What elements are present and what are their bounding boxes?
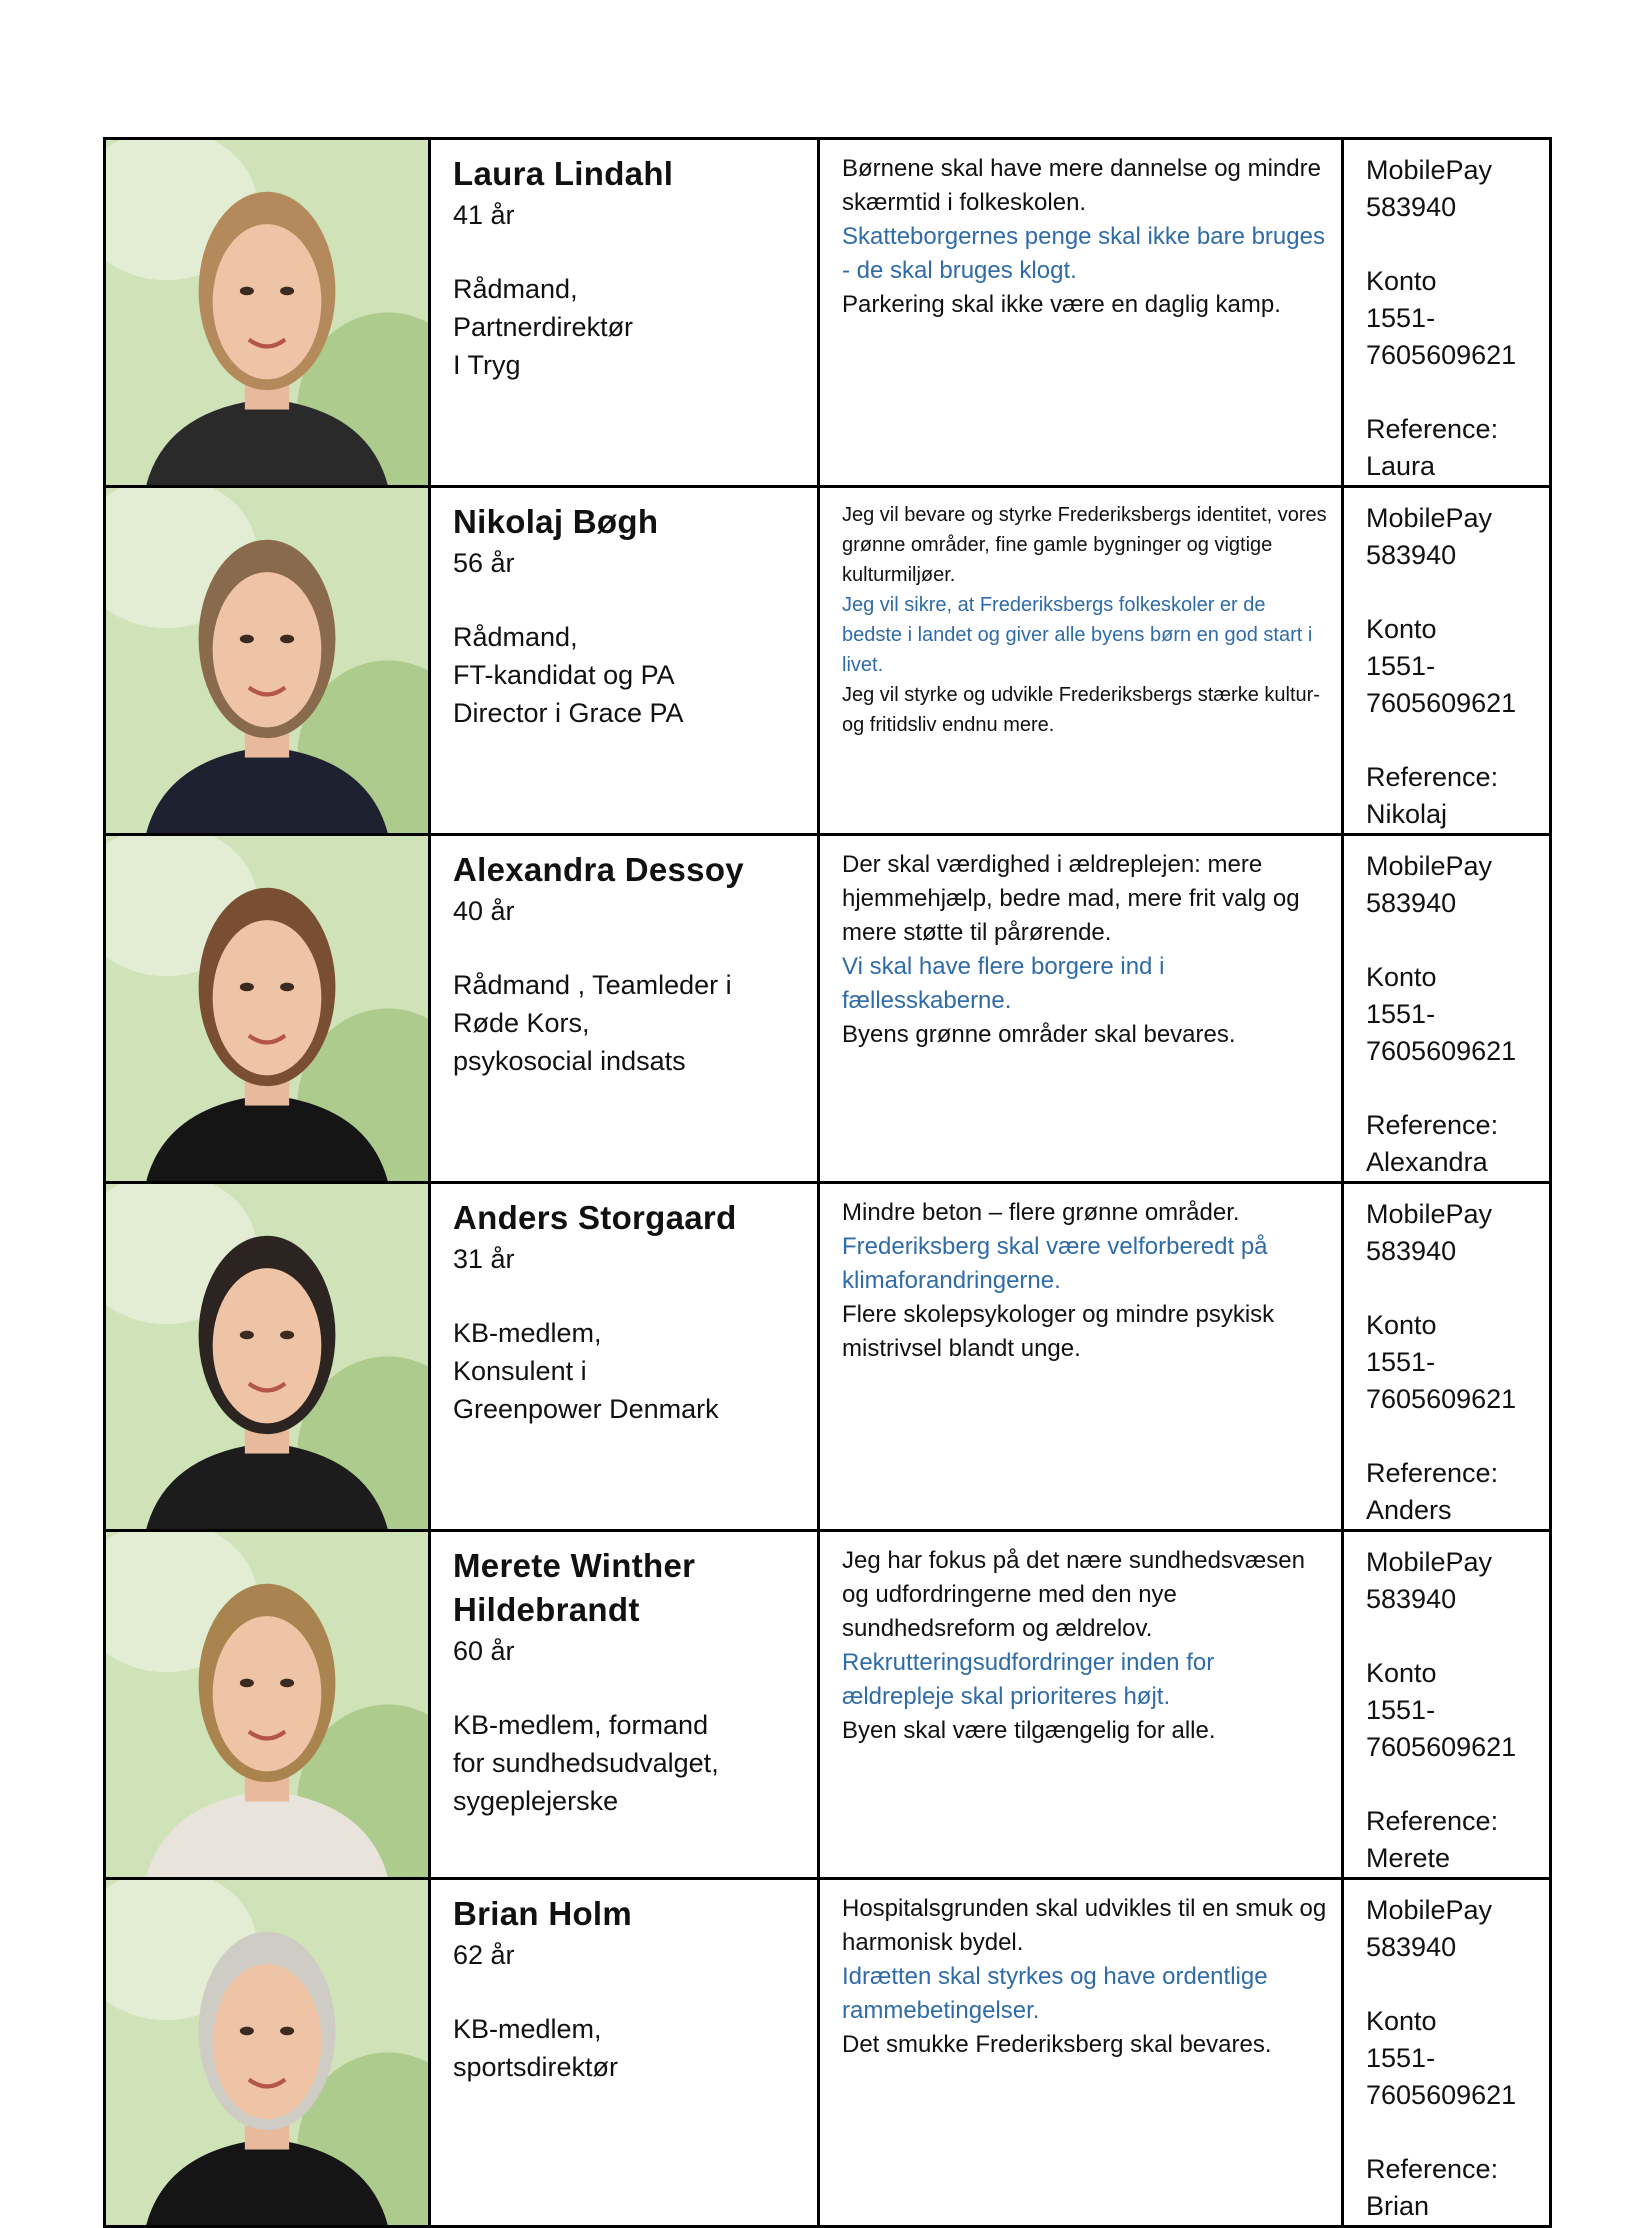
priority-text: Jeg har fokus på det nære sundhedsvæsen og udfordringerne med den nye sundhedsreform og ældrelov. [842, 1547, 1305, 1642]
priority-text: Jeg vil bevare og styrke Frederiksbergs identitet, vores grønne områder, fine gamle bygninger og vigtige kulturmiljøer. [842, 504, 1327, 586]
priority-text: Byen skal være tilgængelig for alle. [842, 1717, 1216, 1744]
candidate-role-line: Rådmand, [453, 622, 578, 652]
priority-text: Hospitalsgrunden skal udvikles til en smuk og harmonisk bydel. [842, 1895, 1327, 1956]
candidate-role-line: KB-medlem, [453, 2014, 602, 2044]
payment-info [1343, 1531, 1551, 1879]
candidate-role-line: for sundhedsudvalget, [453, 1748, 719, 1778]
reference-label: Reference: [1366, 762, 1499, 792]
mobilepay-label: MobilePay [1366, 155, 1493, 185]
priority-text: Børnene skal have mere dannelse og mindre skærmtid i folkeskolen. [842, 155, 1321, 216]
candidate-photo [105, 139, 430, 487]
reference-value: Merete [1366, 1843, 1451, 1873]
konto-label: Konto [1366, 2006, 1437, 2036]
candidate-role-line: Partnerdirektør [453, 312, 634, 342]
mobilepay-number: 583940 [1366, 1932, 1457, 1962]
konto-number: 1551-7605609621 [1366, 1347, 1517, 1414]
candidate-row [105, 1531, 1551, 1879]
candidate-role-line: I Tryg [453, 350, 521, 380]
candidate-info [430, 1879, 819, 2227]
reference-value: Alexandra [1366, 1147, 1488, 1177]
portrait-illustration [106, 1532, 428, 1877]
konto-label: Konto [1366, 266, 1437, 296]
candidate-role-line: Rådmand, [453, 274, 578, 304]
reference-value: Brian [1366, 2191, 1430, 2221]
candidate-name: Nikolaj Bøgh [453, 503, 659, 540]
candidate-role-line: KB-medlem, formand [453, 1710, 709, 1740]
priority-text: Vi skal have flere borgere ind i fællesskaberne. [842, 953, 1165, 1014]
reference-value: Nikolaj [1366, 799, 1448, 829]
candidate-photo [105, 835, 430, 1183]
reference-label: Reference: [1366, 2154, 1499, 2184]
candidate-row [105, 487, 1551, 835]
reference-label: Reference: [1366, 1458, 1499, 1488]
candidate-role-line: psykosocial indsats [453, 1046, 686, 1076]
candidate-role-line: KB-medlem, [453, 1318, 602, 1348]
priority-text: Frederiksberg skal være velforberedt på klimaforandringerne. [842, 1233, 1268, 1294]
mobilepay-label: MobilePay [1366, 1199, 1493, 1229]
payment-info [1343, 835, 1551, 1183]
candidate-role-line: Røde Kors, [453, 1008, 590, 1038]
candidate-info [430, 139, 819, 487]
reference-value: Laura [1366, 451, 1436, 481]
konto-number: 1551-7605609621 [1366, 1695, 1517, 1762]
priority-text: Jeg vil styrke og udvikle Frederiksbergs stærke kultur- og fritidsliv endnu mere. [842, 684, 1320, 736]
payment-info [1343, 1879, 1551, 2227]
payment-info [1343, 139, 1551, 487]
priority-text: Idrætten skal styrkes og have ordentlige rammebetingelser. [842, 1963, 1268, 2024]
mobilepay-number: 583940 [1366, 1236, 1457, 1266]
candidate-priorities [819, 139, 1343, 487]
candidate-role-line: Greenpower Denmark [453, 1394, 719, 1424]
candidate-priorities [819, 835, 1343, 1183]
reference-label: Reference: [1366, 1806, 1499, 1836]
konto-number: 1551-7605609621 [1366, 651, 1517, 718]
mobilepay-label: MobilePay [1366, 503, 1493, 533]
portrait-illustration [106, 488, 428, 833]
payment-info [1343, 1183, 1551, 1531]
priority-text: Parkering skal ikke være en daglig kamp. [842, 291, 1281, 318]
priority-text: Mindre beton – flere grønne områder. [842, 1199, 1240, 1226]
mobilepay-number: 583940 [1366, 192, 1457, 222]
candidate-priorities [819, 1531, 1343, 1879]
konto-label: Konto [1366, 614, 1437, 644]
reference-label: Reference: [1366, 1110, 1499, 1140]
candidate-priorities [819, 1183, 1343, 1531]
portrait-illustration [106, 1880, 428, 2225]
portrait-illustration [106, 1184, 428, 1529]
priority-text: Skatteborgernes penge skal ikke bare bruges - de skal bruges klogt. [842, 223, 1325, 284]
priority-text: Det smukke Frederiksberg skal bevares. [842, 2031, 1272, 2058]
candidate-age: 56 år [453, 548, 515, 578]
candidate-age: 60 år [453, 1636, 515, 1666]
priority-text: Der skal værdighed i ældreplejen: mere hjemmehjælp, bedre mad, mere frit valg og mere støtte til pårørende. [842, 851, 1300, 946]
candidate-table [103, 137, 1552, 2228]
candidate-name: Merete Winther Hildebrandt [453, 1547, 696, 1628]
candidate-info [430, 1183, 819, 1531]
konto-label: Konto [1366, 1310, 1437, 1340]
payment-info [1343, 487, 1551, 835]
candidate-age: 40 år [453, 896, 515, 926]
portrait-illustration [106, 140, 428, 485]
candidate-name: Anders Storgaard [453, 1199, 737, 1236]
candidate-info [430, 835, 819, 1183]
candidate-age: 62 år [453, 1940, 515, 1970]
candidate-role-line: Konsulent i [453, 1356, 587, 1386]
candidate-info [430, 487, 819, 835]
priority-text: Rekrutteringsudfordringer inden for ældrepleje skal prioriteres højt. [842, 1649, 1215, 1710]
candidate-role-line: Director i Grace PA [453, 698, 684, 728]
candidate-name: Brian Holm [453, 1895, 633, 1932]
priority-text: Flere skolepsykologer og mindre psykisk mistrivsel blandt unge. [842, 1301, 1275, 1362]
mobilepay-label: MobilePay [1366, 851, 1493, 881]
candidate-name: Laura Lindahl [453, 155, 674, 192]
mobilepay-number: 583940 [1366, 540, 1457, 570]
candidate-name: Alexandra Dessoy [453, 851, 744, 888]
mobilepay-label: MobilePay [1366, 1547, 1493, 1577]
konto-number: 1551-7605609621 [1366, 999, 1517, 1066]
konto-number: 1551-7605609621 [1366, 2043, 1517, 2110]
candidate-age: 31 år [453, 1244, 515, 1274]
priority-text: Byens grønne områder skal bevares. [842, 1021, 1236, 1048]
reference-label: Reference: [1366, 414, 1499, 444]
candidate-row [105, 1879, 1551, 2227]
reference-value: Anders [1366, 1495, 1452, 1525]
candidate-photo [105, 487, 430, 835]
candidate-row [105, 1183, 1551, 1531]
candidate-role-line: sportsdirektør [453, 2052, 619, 2082]
candidate-info [430, 1531, 819, 1879]
mobilepay-number: 583940 [1366, 888, 1457, 918]
candidate-role-line: sygeplejerske [453, 1786, 619, 1816]
konto-number: 1551-7605609621 [1366, 303, 1517, 370]
konto-label: Konto [1366, 962, 1437, 992]
candidate-role-line: Rådmand , Teamleder i [453, 970, 732, 1000]
candidate-role-line: FT-kandidat og PA [453, 660, 675, 690]
mobilepay-number: 583940 [1366, 1584, 1457, 1614]
candidate-photo [105, 1879, 430, 2227]
mobilepay-label: MobilePay [1366, 1895, 1493, 1925]
candidate-row [105, 835, 1551, 1183]
candidate-priorities [819, 1879, 1343, 2227]
portrait-illustration [106, 836, 428, 1181]
candidate-age: 41 år [453, 200, 515, 230]
candidate-photo [105, 1531, 430, 1879]
candidate-priorities [819, 487, 1343, 835]
candidate-row [105, 139, 1551, 487]
priority-text: Jeg vil sikre, at Frederiksbergs folkeskoler er de bedste i landet og giver alle byens børn en god start i livet. [842, 594, 1313, 676]
candidate-photo [105, 1183, 430, 1531]
konto-label: Konto [1366, 1658, 1437, 1688]
